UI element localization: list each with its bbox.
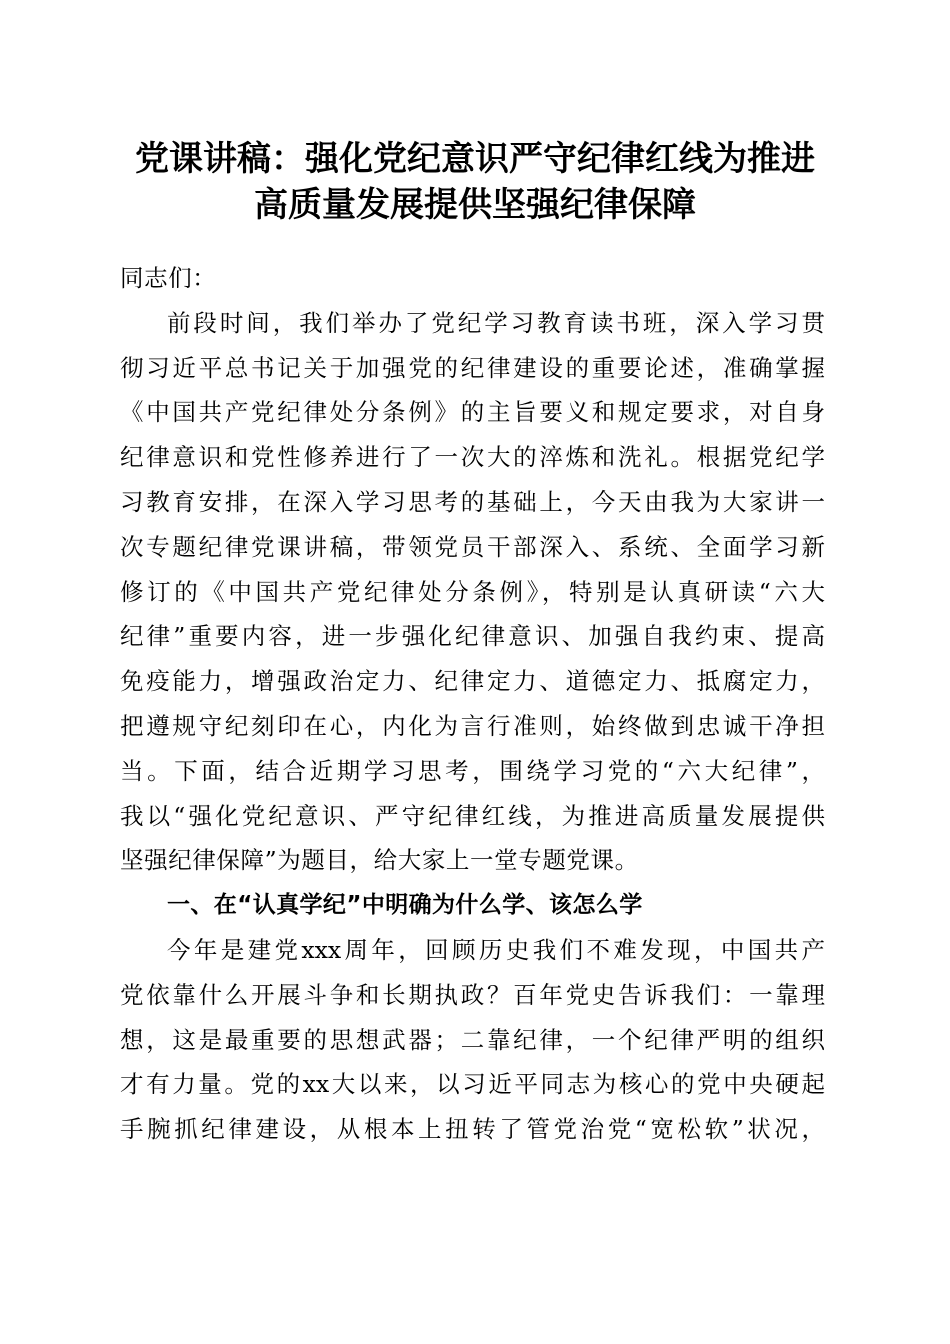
paragraph-line: 修订的《中国共产党纪律处分条例》，特别是认真研读“六大 <box>120 577 825 606</box>
paragraph-line: 习教育安排，在深入学习思考的基础上，今天由我为大家讲一 <box>120 487 825 516</box>
document-body <box>120 256 825 1152</box>
paragraph-line: 手腕抓纪律建设，从根本上扭转了管党治党“宽松软”状况， <box>120 1115 825 1144</box>
paragraph-line: 党依靠什么开展斗争和长期执政？百年党史告诉我们：一靠理 <box>120 980 825 1009</box>
document-title <box>110 136 840 228</box>
paragraph-line: 前段时间，我们举办了党纪学习教育读书班，深入学习贯 <box>167 308 825 337</box>
paragraph-2 <box>120 928 825 1152</box>
paragraph-1 <box>120 301 825 883</box>
paragraph-line: 把遵规守纪刻印在心，内化为言行准则，始终做到忠诚干净担 <box>120 711 825 740</box>
paragraph-line: 坚强纪律保障”为题目，给大家上一堂专题党课。 <box>120 846 639 875</box>
paragraph-line: 想，这是最重要的思想武器；二靠纪律，一个纪律严明的组织 <box>120 1025 825 1054</box>
title-line-1: 党课讲稿：强化党纪意识严守纪律红线为推进 <box>135 139 815 179</box>
paragraph-line: 纪律”重要内容，进一步强化纪律意识、加强自我约束、提高 <box>120 622 825 651</box>
paragraph-line: 当。下面，结合近期学习思考，围绕学习党的“六大纪律”， <box>120 756 825 785</box>
section-heading: 一、在“认真学纪”中明确为什么学、该怎么学 <box>167 892 643 919</box>
paragraph-line: 我以“强化党纪意识、严守纪律红线，为推进高质量发展提供 <box>120 801 825 830</box>
paragraph-line: 彻习近平总书记关于加强党的纪律建设的重要论述，准确掌握 <box>120 353 825 382</box>
paragraph-line: 才有力量。党的xx大以来，以习近平同志为核心的党中央硬起 <box>120 1070 825 1099</box>
paragraph-line: 次专题纪律党课讲稿，带领党员干部深入、系统、全面学习新 <box>120 532 825 561</box>
paragraph-line: 《中国共产党纪律处分条例》的主旨要义和规定要求，对自身 <box>120 398 825 427</box>
paragraph-line: 纪律意识和党性修养进行了一次大的淬炼和洗礼。根据党纪学 <box>120 443 825 472</box>
paragraph-line: 免疫能力，增强政治定力、纪律定力、道德定力、抵腐定力， <box>120 667 825 696</box>
title-line-2: 高质量发展提供坚强纪律保障 <box>254 185 696 225</box>
salutation: 同志们： <box>120 264 217 292</box>
paragraph-line: 今年是建党xxx周年，回顾历史我们不难发现，中国共产 <box>167 935 825 964</box>
